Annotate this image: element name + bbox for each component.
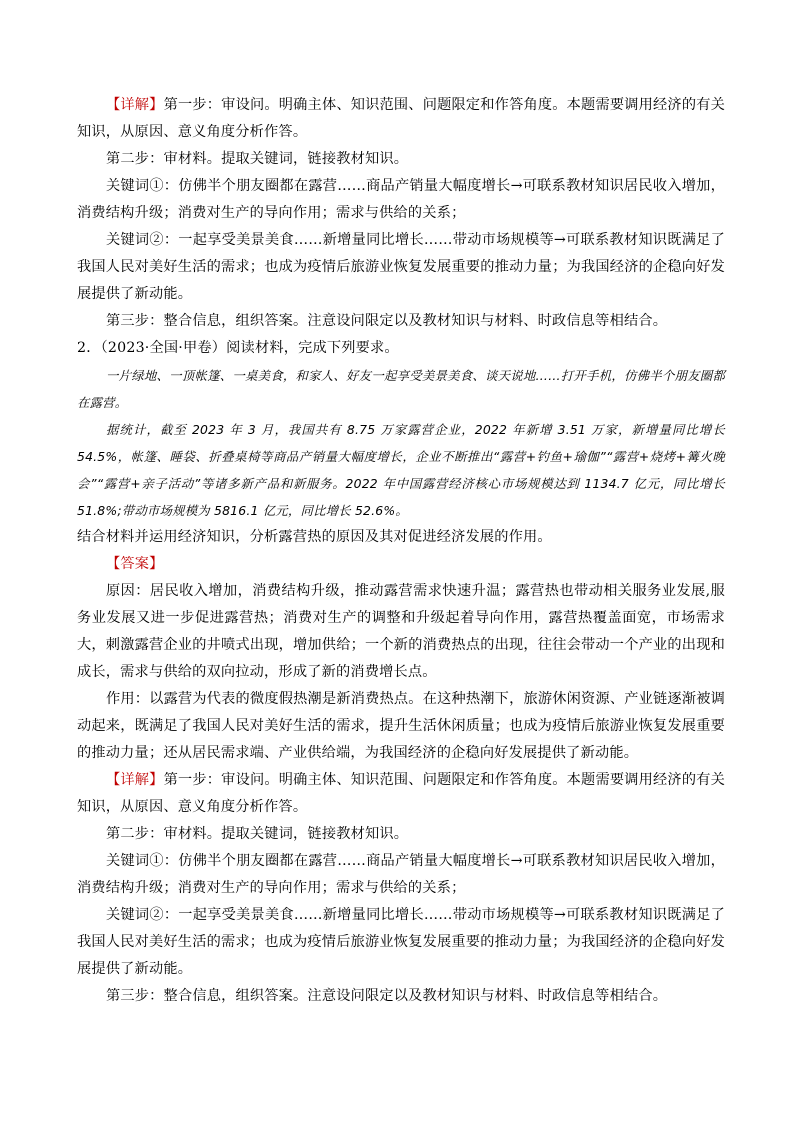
keyword2-paragraph-2: 关键词②：一起享受美景美食……新增量同比增长……带动市场规模等→可联系教材知识既满足了我国人民对美好生活的需求；也成为疫情后旅游业恢复发展重要的推动力量；为我国经济的企稳向好发展提供了新动能。 (77, 907, 725, 977)
detail-paragraph (77, 92, 725, 146)
keyword1-paragraph-2: 关键词①：仿佛半个朋友圈都在露营……商品产销量大幅度增长→可联系教材知识居民收入增加，消费结构升级；消费对生产的导向作用；需求与供给的关系； (77, 853, 725, 896)
detail-step1-text-2: 第一步：审设问。明确主体、知识范围、问题限定和作答角度。本题需要调用经济的有关知识，从原因、意义角度分析作答。 (77, 772, 725, 815)
detail-tag-2: 【详解】 (106, 772, 164, 788)
step2-paragraph: 第二步：审材料。提取关键词，链接教材知识。 (106, 151, 409, 167)
detail-step1-text: 第一步：审设问。明确主体、知识范围、问题限定和作答角度。本题需要调用经济的有关知识，从原因、意义角度分析作答。 (77, 97, 725, 140)
document-body (77, 92, 725, 1010)
step3-paragraph-2: 第三步：整合信息，组织答案。注意设问限定以及教材知识与材料、时政信息等相结合。 (106, 988, 668, 1004)
keyword2-paragraph: 关键词②：一起享受美景美食……新增量同比增长……带动市场规模等→可联系教材知识既满足了我国人民对美好生活的需求；也成为疫情后旅游业恢复发展重要的推动力量；为我国经济的企稳向好发展提供了新动能。 (77, 232, 725, 302)
detail-paragraph-2 (77, 767, 725, 821)
answer-effect-paragraph: 作用：以露营为代表的微度假热潮是新消费热点。在这种热潮下，旅游休闲资源、产业链逐渐被调动起来，既满足了我国人民对美好生活的需求，提升生活休闲质量；也成为疫情后旅游业恢复发展重要的推动力量；还从居民需求端、产业供给端，为我国经济的企稳向好发展提供了新动能。 (77, 691, 725, 761)
detail-tag: 【详解】 (106, 97, 164, 113)
question-heading: 2．（2023·全国·甲卷）阅读材料，完成下列要求。 (77, 340, 399, 356)
question-prompt: 结合材料并运用经济知识，分析露营热的原因及其对促进经济发展的作用。 (77, 529, 552, 545)
answer-tag: 【答案】 (106, 556, 164, 572)
answer-label (77, 551, 725, 578)
answer-reason-paragraph: 原因：居民收入增加，消费结构升级，推动露营需求快速升温；露营热也带动相关服务业发展,服务业发展又进一步促进露营热；消费对生产的调整和升级起着导向作用，露营热覆盖面宽，市场需求大，刺激露营企业的井喷式出现，增加供给；一个新的消费热点的出现，往往会带动一个产业的出现和成长，需求与供给的双向拉动，形成了新的消费增长点。 (77, 583, 725, 680)
material-paragraph-1: 一片绿地、一顶帐篷、一桌美食，和家人、好友一起享受美景美食、谈天说地……打开手机，仿佛半个朋友圈都在露营。 (77, 368, 725, 410)
keyword1-paragraph: 关键词①：仿佛半个朋友圈都在露营……商品产销量大幅度增长→可联系教材知识居民收入增加，消费结构升级；消费对生产的导向作用；需求与供给的关系； (77, 178, 725, 221)
step3-paragraph: 第三步：整合信息，组织答案。注意设问限定以及教材知识与材料、时政信息等相结合。 (106, 313, 668, 329)
material-paragraph-2: 据统计，截至 2023 年 3 月，我国共有 8.75 万家露营企业，2022 年新增 3.51 万家，新增量同比增长 54.5%，帐篷、睡袋、折叠桌椅等商品产销量大幅度增长，企业不断推出“露营+钓鱼+瑜伽”“露营+烧烤+篝火晚会”“露营+亲子活动”等诸多新产品和新服务。2022 年中国露营经济核心市场规模达到 1134.7 亿元，同比增长 51.8%;带动市场规模为 5816.1 亿元，同比增长 52.6%。 (77, 422, 725, 518)
step2-paragraph-2: 第二步：审材料。提取关键词，链接教材知识。 (106, 826, 409, 842)
